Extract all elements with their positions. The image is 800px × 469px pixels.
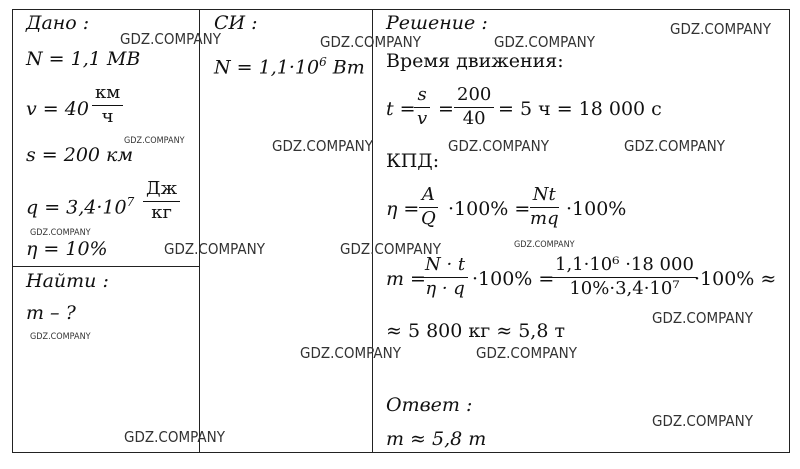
- column-divider-given-si: [199, 9, 200, 453]
- watermark-text: GDZ.COMPANY: [670, 20, 771, 38]
- watermark-text: GDZ.COMPANY: [448, 137, 549, 155]
- given-distance: s = 200 км: [26, 144, 134, 166]
- watermark-text: GDZ.COMPANY: [272, 137, 373, 155]
- watermark-text: GDZ.COMPANY: [30, 332, 91, 342]
- watermark-text: GDZ.COMPANY: [652, 412, 753, 430]
- efficiency-fraction-nt-mq: $\frac{Nt}{mq}$: [530, 184, 559, 229]
- time-equals: =: [438, 98, 454, 120]
- mass-fraction-numeric: $\frac{\text{1,1·10⁶ ·18 000}}{\text{10\%·3,4·10⁷}}$: [552, 256, 697, 299]
- given-power: N = 1,1 МВ: [26, 48, 141, 70]
- answer-value: m ≈ 5,8 т: [386, 428, 487, 450]
- watermark-text: GDZ.COMPANY: [494, 33, 595, 51]
- time-formula-left: t =: [386, 98, 416, 120]
- watermark-text: GDZ.COMPANY: [124, 136, 185, 146]
- efficiency-right: ·100%: [566, 198, 627, 220]
- given-speed-unit: км ч: [92, 84, 123, 127]
- watermark-text: GDZ.COMPANY: [124, 428, 225, 446]
- given-speed: v = 40: [26, 98, 89, 120]
- watermark-text: GDZ.COMPANY: [30, 228, 91, 238]
- efficiency-fraction-a-q: $\frac{A}{Q}$: [418, 186, 439, 229]
- mass-formula-left: m =: [386, 268, 426, 290]
- watermark-text: GDZ.COMPANY: [164, 240, 265, 258]
- mass-right: ·100% ≈: [694, 268, 777, 290]
- given-heat-value: $q = 3,4\cdot 10^7$: [26, 195, 135, 219]
- mass-result: ≈ 5 800 кг ≈ 5,8 т: [386, 320, 565, 342]
- solution-table: [12, 9, 790, 453]
- column-divider-si-solution: [372, 9, 373, 453]
- watermark-text: GDZ.COMPANY: [320, 33, 421, 51]
- efficiency-formula-left: η =: [386, 198, 420, 220]
- efficiency-middle: ·100% =: [448, 198, 531, 220]
- efficiency-label: КПД:: [386, 150, 440, 172]
- si-power: $N = 1,1\cdot 10^6$ Вт: [214, 55, 365, 79]
- header-find: Найти :: [26, 270, 109, 292]
- mass-middle: ·100% =: [472, 268, 555, 290]
- header-answer: Ответ :: [386, 394, 473, 416]
- header-given: Дано :: [26, 12, 90, 34]
- watermark-text: GDZ.COMPANY: [476, 344, 577, 362]
- time-result: = 5 ч = 18 000 с: [498, 98, 662, 120]
- header-si: СИ :: [214, 12, 258, 34]
- mass-fraction-symbolic: $\frac{N \cdot t}{\eta \cdot q}$: [422, 256, 468, 299]
- row-divider-given-find: [12, 266, 199, 267]
- watermark-text: GDZ.COMPANY: [652, 309, 753, 327]
- header-solution: Решение :: [386, 12, 488, 34]
- time-fraction-values: $\frac{200}{40}$: [454, 86, 494, 129]
- time-label: Время движения:: [386, 50, 564, 72]
- watermark-text: GDZ.COMPANY: [624, 137, 725, 155]
- watermark-text: GDZ.COMPANY: [340, 240, 441, 258]
- given-heat-unit: Дж кг: [143, 180, 180, 223]
- watermark-text: GDZ.COMPANY: [300, 344, 401, 362]
- find-mass: m – ?: [26, 302, 76, 324]
- watermark-text: GDZ.COMPANY: [120, 30, 221, 48]
- time-fraction-s-v: $\frac{s}{v}$: [414, 86, 430, 129]
- watermark-text: GDZ.COMPANY: [514, 240, 575, 250]
- given-efficiency: η = 10%: [26, 238, 108, 260]
